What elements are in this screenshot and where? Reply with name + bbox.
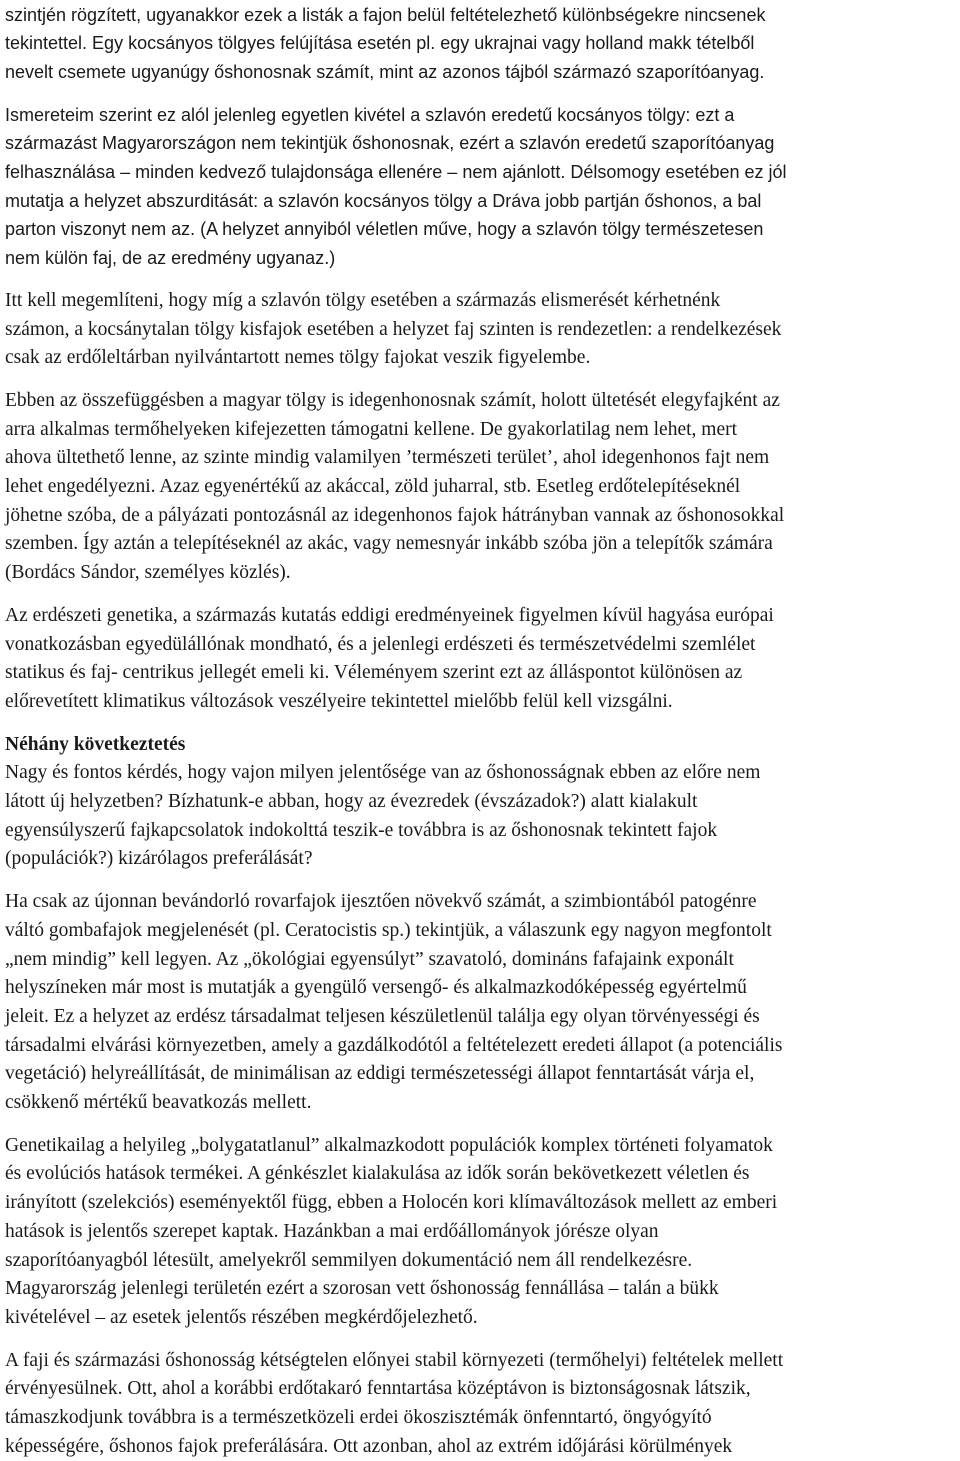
text-line: lehet engedélyezni. Azaz egyenértékű az akáccal, zöld juharral, stb. Esetleg erdőtelepítéseknél	[5, 476, 741, 497]
text-line: és evolúciós hatások termékei. A génkészlet kialakulása az idők során bekövetkezett véletlen és	[5, 1163, 750, 1185]
text-line: származást Magyarországon nem tekintjük őshonosnak, ezért a szlavón eredetű szaporítóanyag	[5, 133, 775, 154]
text-line: (Bordács Sándor, személyes közlés).	[5, 562, 291, 584]
text-line: szaporítóanyagból létesült, amelyekről semmilyen dokumentáció nem áll rendelkezésre.	[5, 1249, 693, 1271]
text-line: jöhetne szóba, de a pályázati pontozásnál az idegenhonos fajok hátrányban vannak az őshonosokkal	[5, 504, 785, 526]
text-line: „nem mindig” kell legyen. Az „ökológiai egyensúlyt” szavatoló, domináns fafajaink exponált	[5, 948, 734, 970]
text-line: számon, a kocsánytalan tölgy kisfajok esetében a helyzet faj szinten is rendezetlen: a rendelkezések	[5, 318, 782, 340]
text-line: nem külön faj, de az eredmény ugyanaz.)	[5, 248, 336, 269]
text-line: váltó gombafajok megjelenését (pl. Ceratocistis sp.) tekintjük, a válaszunk egy nagyon megfontolt	[5, 919, 772, 941]
text-line: jeleit. Ez a helyzet az erdész társadalmat teljesen készületlenül találja egy olyan törvényességi és	[5, 1005, 760, 1027]
text-line: nevelt csemete ugyanúgy őshonosnak számít, mint az azonos tájból származó szaporítóanyag.	[5, 61, 765, 82]
text-line: Ismereteim szerint ez alól jelenleg egyetlen kivétel a szlavón eredetű kocsányos tölgy: ezt a	[5, 104, 735, 125]
text-line: támaszkodjunk továbbra is a természetközeli erdei ökoszisztémák önfenntartó, öngyógyító	[5, 1407, 712, 1428]
section-heading: Néhány következtetés	[5, 733, 186, 755]
text-line: érvényesülnek. Ott, ahol a korábbi erdőtakaró fenntartása középtávon is biztonságosnak látszik,	[5, 1378, 751, 1400]
text-line: csak az erdőleltárban nyilvántartott nemes tölgy fajokat veszik figyelembe.	[5, 347, 591, 369]
text-line: Nagy és fontos kérdés, hogy vajon milyen jelentősége van az őshonosságnak ebben az előre nem	[5, 762, 761, 784]
text-line: arra alkalmas termőhelyeken kifejezetten támogatni kellene. De gyakorlatilag nem lehet, mert	[5, 418, 738, 440]
text-line: Ebben az összefüggésben a magyar tölgy is idegenhonosnak számít, holott ültetését elegyfajként az	[5, 389, 780, 411]
text-line: (populációk?) kizárólagos preferálását?	[5, 848, 313, 870]
text-line: kivételével – az esetek jelentős részében megkérdőjelezhető.	[5, 1306, 478, 1328]
text-line: vegetáció) helyreállítását, de minimálisan az eddigi természetességi állapot fenntartását várja el,	[5, 1063, 755, 1085]
text-line: tekintettel. Egy kocsányos tölgyes felújítása esetén pl. egy ukrajnai vagy holland makk tételből	[5, 33, 755, 54]
text-line: előrevetített klimatikus változások veszélyeire tekintettel mielőbb felül kell vizsgálni.	[5, 690, 673, 712]
text-line: helyszíneken már most is mutatják a gyengülő versengő- és alkalmazkodóképesség egyértelmű	[5, 977, 747, 999]
text-line: csökkenő mértékű beavatkozás mellett.	[5, 1092, 312, 1113]
text-line: Ha csak az újonnan bevándorló rovarfajok ijesztően növekvő számát, a szimbiontából patogénre	[5, 891, 757, 913]
text-line: társadalmi elvárási környezetben, amely a gazdálkodótól a feltételezett eredeti állapot (a potenciális	[5, 1034, 783, 1056]
text-line: Az erdészeti genetika, a származás kutatás eddigi eredményeinek figyelmen kívül hagyása európai	[5, 604, 774, 626]
text-line: vonatkozásban egyedülállónak mondható, és a jelenlegi erdészeti és természetvédelmi szemlélet	[5, 633, 756, 655]
text-line: Itt kell megemlíteni, hogy míg a szlavón tölgy esetében a származás elismerését kérhetnénk	[5, 289, 721, 311]
text-line: mutatja a helyzet abszurditását: a szlavón kocsányos tölgy a Dráva jobb partján őshonos, a bal	[5, 190, 762, 211]
text-line: Magyarország jelenlegi területén ezért a szorosan vett őshonosság fennállása – talán a bükk	[5, 1278, 719, 1300]
text-line: Genetikailag a helyileg „bolygatatlanul” alkalmazkodott populációk komplex történeti folyamatok	[5, 1134, 773, 1156]
text-line: látott új helyzetben? Bízhatunk-e abban, hogy az évezredek (évszázadok?) alatt kialakult	[5, 791, 698, 812]
text-line: szemben. Így aztán a telepítéseknél az akác, vagy nemesnyár inkább szóba jön a telepítők számára	[5, 533, 773, 555]
text-line: A faji és származási őshonosság kétségtelen előnyei stabil környezeti (termőhelyi) feltételek mellett	[5, 1349, 784, 1371]
text-line: parton viszonyt nem az. (A helyzet annyiból véletlen műve, hogy a szlavón tölgy természetesen	[5, 219, 764, 240]
text-line: hatások is jelentős szerepet kaptak. Hazánkban a mai erdőállományok jórésze olyan	[5, 1220, 659, 1242]
text-line: statikus és faj- centrikus jellegét emeli ki. Véleményem szerint ezt az álláspontot különösen az	[5, 662, 743, 684]
text-line: képességére, őshonos fajok preferálására. Ott azonban, ahol az extrém időjárási körülmények	[5, 1435, 733, 1457]
text-line: felhasználása – minden kedvező tulajdonsága ellenére – nem ajánlott. Délsomogy esetében ez jól	[5, 162, 787, 182]
text-line: irányított (szelekciós) eseményektől függ, ebben a Holocén kori klímaváltozások mellett az emberi	[5, 1192, 778, 1214]
text-line: egyensúlyszerű fajkapcsolatok indokolttá teszik-e továbbra is az őshonosnak tekintett fajok	[5, 819, 718, 841]
text-line: szintjén rögzített, ugyanakkor ezek a listák a fajon belül feltételezhető különbségekre nincsenek	[5, 4, 766, 25]
text-line: ahova ültethető lenne, az szinte mindig valamilyen ’természeti terület’, ahol idegenhonos fajt nem	[5, 447, 770, 469]
